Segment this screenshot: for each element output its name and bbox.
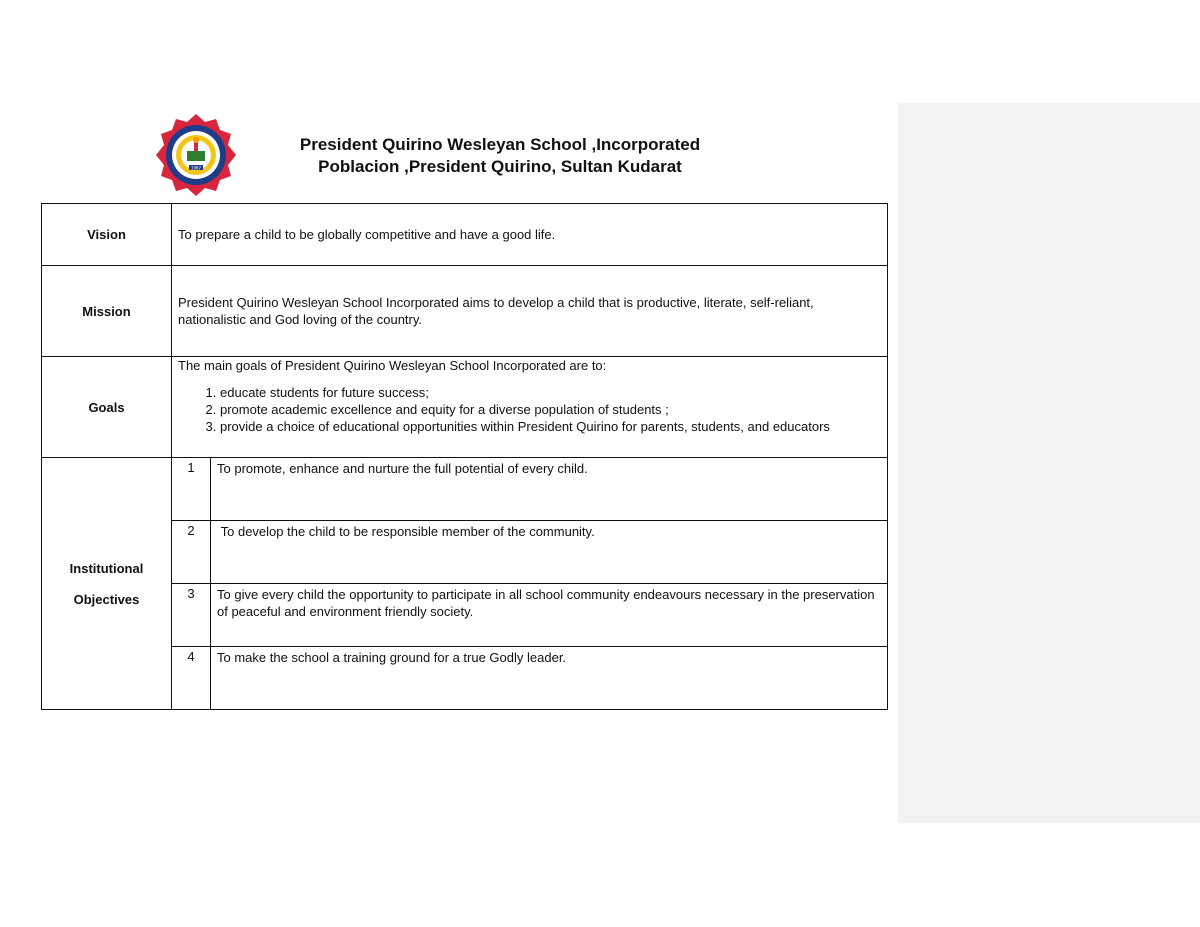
- objective-number: 1: [172, 458, 211, 521]
- objective-row: [172, 584, 887, 647]
- goal-item: 1. educate students for future success;: [220, 384, 881, 401]
- mission-row: [42, 266, 888, 357]
- vmgo-table: [41, 203, 888, 710]
- objectives-row: [42, 458, 888, 710]
- document-header: [250, 134, 750, 178]
- objectives-label-line1: Institutional: [69, 560, 144, 576]
- goals-label: Goals: [42, 357, 172, 458]
- school-address: Poblacion ,President Quirino, Sultan Kudarat: [318, 157, 682, 176]
- goals-intro: The main goals of President Quirino Wesleyan School Incorporated are to:: [178, 358, 607, 373]
- school-seal-icon: [152, 113, 240, 197]
- objective-text: To develop the child to be responsible member of the community.: [211, 521, 888, 584]
- objective-number: 2: [172, 521, 211, 584]
- objective-text: To make the school a training ground for a true Godly leader.: [217, 650, 567, 665]
- objectives-label-line2: Objectives: [73, 591, 140, 607]
- objective-text: To promote, enhance and nurture the full potential of every child.: [211, 458, 888, 521]
- goals-list: [178, 384, 881, 435]
- vision-row: [42, 204, 888, 266]
- objective-row: [172, 458, 887, 521]
- objective-row: [172, 647, 887, 710]
- goals-row: [42, 357, 888, 458]
- objective-number: 3: [172, 584, 211, 647]
- objective-row: [172, 521, 887, 584]
- vision-text: To prepare a child to be globally competitive and have a good life.: [178, 227, 556, 242]
- goal-item: 3. provide a choice of educational opportunities within President Quirino for parents, students, and educators: [220, 418, 881, 435]
- objective-number: 4: [172, 647, 211, 710]
- comment-pane: [898, 103, 1200, 823]
- school-name: President Quirino Wesleyan School ,Incorporated: [299, 135, 701, 154]
- goal-item: 2. promote academic excellence and equity for a diverse population of students ;: [220, 401, 881, 418]
- objectives-table: [172, 458, 887, 709]
- objective-text: To give every child the opportunity to participate in all school community endeavours necessary in the preservation of peaceful and environment friendly society.: [211, 584, 888, 647]
- vision-label: Vision: [42, 204, 172, 266]
- svg-text:1967: 1967: [190, 165, 202, 171]
- mission-label: Mission: [42, 266, 172, 357]
- mission-text: President Quirino Wesleyan School Incorporated aims to develop a child that is productive, literate, self-reliant, nationalistic and God loving of the country.: [178, 295, 814, 327]
- objectives-label: [42, 458, 172, 710]
